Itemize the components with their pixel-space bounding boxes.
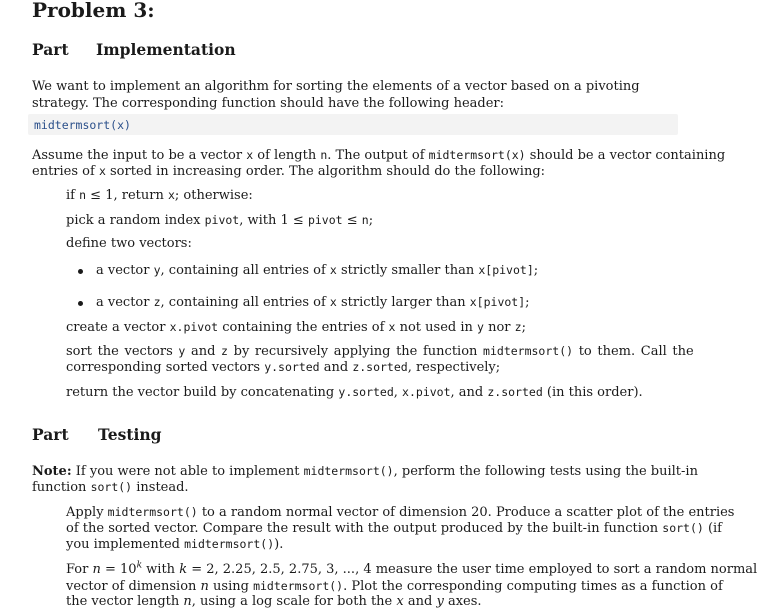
note-line-1: Note: If you were not able to implement midtermsort(), perform the following tests using the built-in [32,464,698,479]
intro-paragraph: We want to implement an algorithm for sorting the elements of a vector based on a pivoting strategy. The corresponding function should have the following header: [32,79,640,111]
note-line-2: function sort() instead. [32,480,189,495]
header-code-block [28,114,678,135]
part2-heading: Testing [98,425,162,444]
test1-line-1: Apply midtermsort() to a random normal vector of dimension 20. Produce a scatter plot of the entries [66,505,735,520]
assume-line-2: entries of x sorted in increasing order. The algorithm should do the following: [32,164,546,179]
step-recursive-sort-line-1: sort the vectors y and z by recursively applying the function midtermsort() to them. Call the [66,344,694,359]
test2-line-3: the vector length n, using a log scale for both the x and y axes. [66,594,482,609]
step-create-xpivot: create a vector x.pivot containing the entries of x not used in y nor z; [66,320,526,335]
problem-title: Problem 3: [32,0,155,22]
bullet-dot [78,269,83,274]
bullet-dot [78,301,83,306]
assume-line-1: Assume the input to be a vector x of length n. The output of midtermsort(x) should be a vector containing [32,148,726,163]
part1-heading: Implementation [96,40,236,59]
test1-line-2: of the sorted vector. Compare the result with the output produced by the built-in function sort() (if [66,521,722,536]
problem-page: Problem 3: Part Implementation We want to implement an algorithm for sorting the elements of a vector based on a pivoting strategy. The corresponding function should have the following header: midtermsort(x) Assume the input to be a vector x of length n. The output of midtermsort(x) should be a vector containing entries of x sorted in increasing order. The algorithm should do the following: if n ≤ 1, return x; otherwise: pick a random index pivot, with 1 ≤ pivot ≤ n; define two vectors: a vector y, containing all entries of x strictly smaller than x[pivot]; a vector z, containing all entries of x strictly larger than x[pivot]; create a vector x.pivot containing the entries of x not used in y nor z; sort the vectors y and z by recursively applying the function midtermsort() to them. Call the corresponding sorted vectors y.sorted and z.sorted, respectively; return the vector build by concatenating y.sorted, x.pivot, and z.sorted (in this order). Part Testing Note: If you were not able to implement midtermsort(), perform the following tests using the built-in function sort() instead. Apply midtermsort() to a random normal vector of dimension 20. Produce a scatter plot of the entries of the sorted vector. Compare the result with the output produced by the built-in function sort() (if you implemented midtermsort()). For $n = 10^k$ with k = 2, 2.25, 2.5, 2.75, 3, ..., 4 measure the user time employed to sort a random normal vector of dimension n using midtermsort(). Plot the corresponding computing times as a function of the vector length n, using a log scale for both the x and y axes. [0,0,700,612]
step-pick-pivot: pick a random index pivot, with 1 ≤ pivot ≤ n; [66,213,374,228]
step-base-case: if n ≤ 1, return x; otherwise: [66,188,253,203]
test2-line-2: vector of dimension n using midtermsort(). Plot the corresponding computing times as a function of [66,579,723,594]
test1-line-3: you implemented midtermsort()). [66,537,284,552]
part2-label: Part [32,425,69,444]
test2-line-1: For $n = 10^k$ with k = 2, 2.25, 2.5, 2.75, 3, ..., 4 measure the user time employed to sort a random normal [66,560,757,577]
step-define-vectors: define two vectors: [66,236,192,251]
step-recursive-sort-line-2: corresponding sorted vectors y.sorted and z.sorted, respectively; [66,360,501,375]
header-code: midtermsort(x) [34,118,131,132]
step-return-concat: return the vector build by concatenating y.sorted, x.pivot, and z.sorted (in this order). [66,385,643,400]
part1-label: Part [32,40,69,59]
